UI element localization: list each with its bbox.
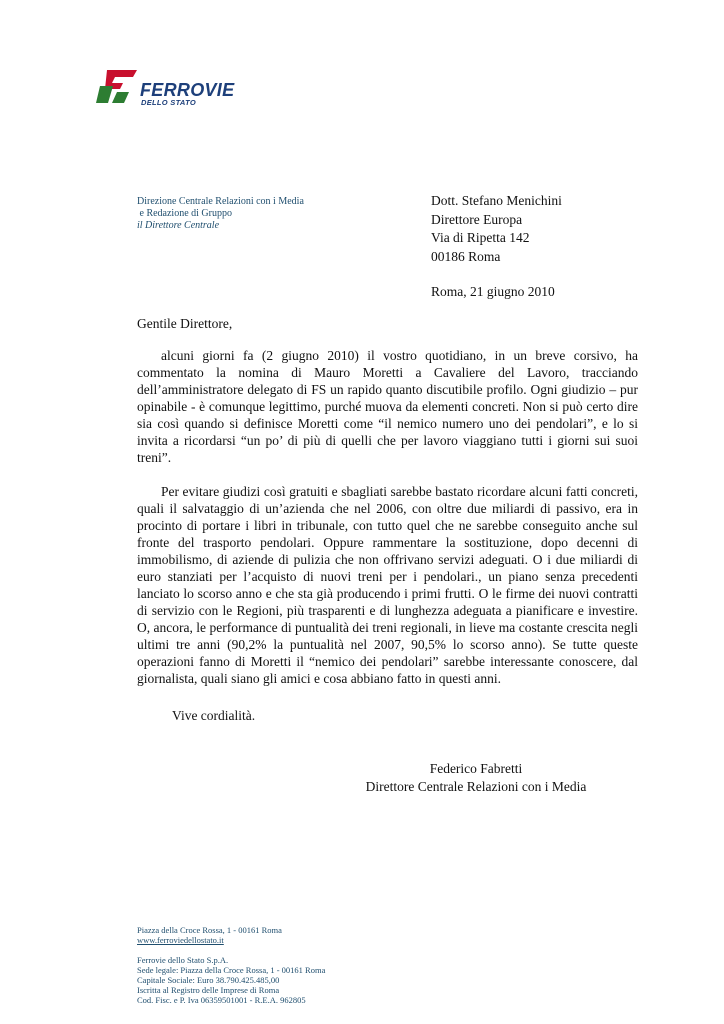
letter-body <box>137 347 638 704</box>
logo-green-stripe <box>96 86 113 103</box>
signature-title: Direttore Centrale Relazioni con i Media <box>365 779 587 794</box>
footer-company: Ferrovie dello Stato S.p.A. <box>137 955 229 965</box>
logo-subtitle: DELLO STATO <box>141 98 196 107</box>
body-paragraph-1: alcuni giorni fa (2 giugno 2010) il vostro quotidiano, in un breve corsivo, ha commentato la nomina di Mauro Moretti a Cavaliere del Lavoro, tracciando dell’amministratore delegato di FS un rapido quanto discutibile profilo. Ogni giudizio – pur opinabile - è comunque legittimo, purché muova da elementi concreti. Non si può certo dire sia così quando si definisce Moretti come “il nemico numero uno dei pendolari”, e lo si invita a ricordarsi “un po’ di più di quelli che per lavoro viaggiano tutti i giorni sui suoi treni”. <box>137 348 638 465</box>
salutation: Gentile Direttore, <box>137 316 233 331</box>
footer-registry: Iscritta al Registro delle Imprese di Roma <box>137 985 280 995</box>
department-line-1: Direzione Centrale Relazioni con i Media <box>137 196 304 207</box>
recipient-street: Via di Ripetta 142 <box>431 230 530 245</box>
letter-date: Roma, 21 giugno 2010 <box>431 284 555 299</box>
closing: Vive cordialità. <box>172 708 256 723</box>
recipient-city: 00186 Roma <box>431 248 501 264</box>
footer-website-link[interactable]: www.ferroviedellostato.it <box>137 935 224 945</box>
footer-address: Piazza della Croce Rossa, 1 - 00161 Roma <box>137 925 282 935</box>
footer-legal-seat: Sede legale: Piazza della Croce Rossa, 1 - 00161 Roma <box>137 965 326 975</box>
department-line-2: e Redazione di Gruppo <box>137 208 232 219</box>
department-line-3: il Direttore Centrale <box>137 220 220 231</box>
recipient-title: Direttore Europa <box>431 211 523 227</box>
logo-blue-stripe <box>112 92 129 103</box>
footer-capital: Capitale Sociale: Euro 38.790.425.485,00 <box>137 975 280 985</box>
signature-block <box>360 760 592 796</box>
footer-tax: Cod. Fisc. e P. Iva 06359501001 - R.E.A. 962805 <box>137 995 306 1005</box>
logo-name: FERROVIE <box>140 80 235 100</box>
letterhead-footer <box>137 925 325 1005</box>
signature-name: Federico Fabretti <box>429 761 523 776</box>
recipient-name: Dott. Stefano Menichini <box>431 193 562 208</box>
sender-department <box>137 196 304 232</box>
body-paragraph-2: Per evitare giudizi così gratuiti e sbagliati sarebbe bastato ricordare alcuni fatti concreti, quali il salvataggio di un’azienda che nel 2006, con oltre due miliardi di passivo, era in procinto di portare i libri in tribunale, con tutto quel che ne sarebbe conseguito anche sul fronte del trasporto pendolari. Oppure rammentare la sostituzione, dopo decenni di immobilismo, di aziende di pulizia che non offrivano servizi adeguati. O i due miliardi di euro stanziati per l’acquisto di nuovi treni per i pendolari., un piano senza precedenti lanciato lo scorso anno e che sta già producendo i primi frutti. O le firme dei nuovi contratti di servizio con le Regioni, più trasparenti e di lunghezza adeguata a pianificare e investire. O, ancora, le performance di puntualità dei treni regionali, in lieve ma costante crescita negli ultimi tre anni (90,2% la puntualità nel 2007, 90,5% lo scorso anno). Se tutte queste operazioni fanno di Moretti il “nemico dei pendolari” sarebbe interessante conoscere, dal giornalista, quali siano gli amici e cosa abbiano fatto in questi anni. <box>137 484 638 686</box>
recipient-address <box>431 192 562 266</box>
